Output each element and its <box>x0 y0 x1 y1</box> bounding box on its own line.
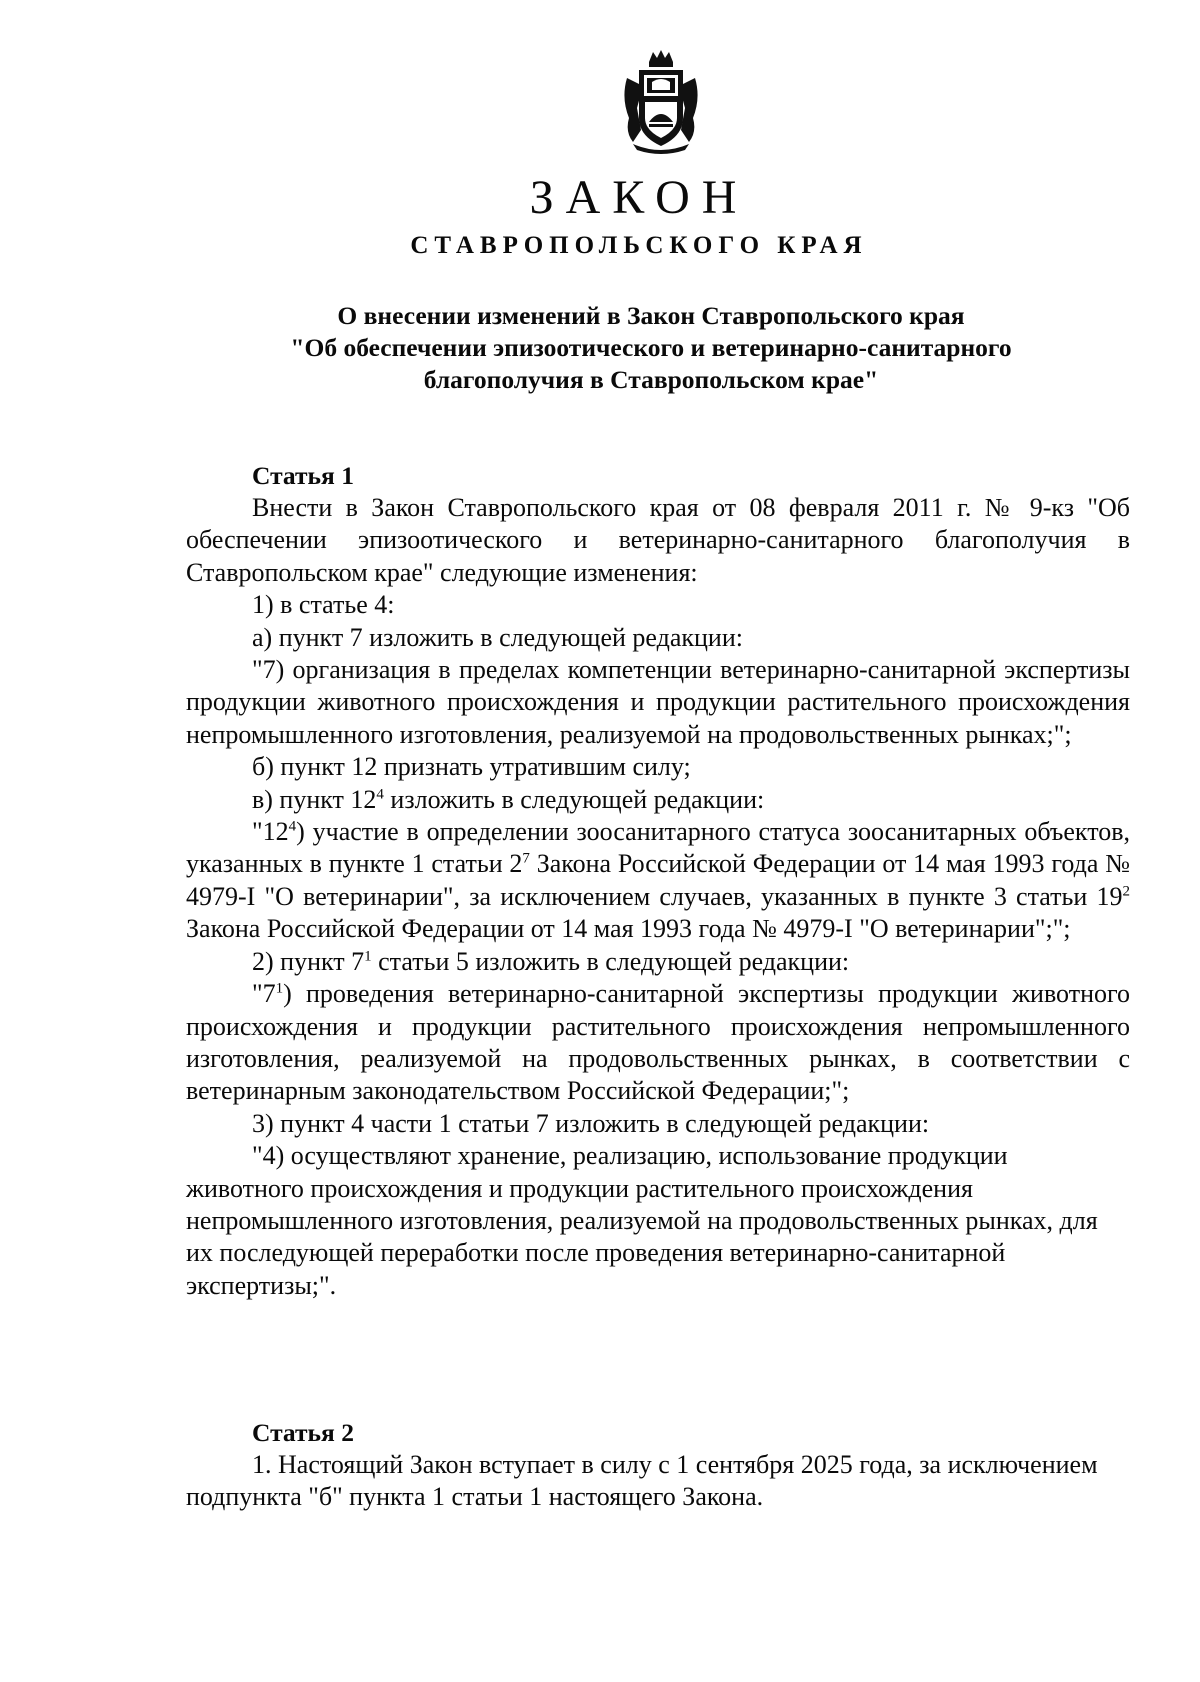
paragraph: а) пункт 7 изложить в следующей редакции: <box>252 622 743 652</box>
paragraph: 3) пункт 4 части 1 статьи 7 изложить в следующей редакции: <box>252 1108 930 1138</box>
paragraph: 1. Настоящий Закон вступает в силу с 1 сентября 2025 года, за исключением подпункта "б" пункта 1 статьи 1 настоящего Закона. <box>186 1450 1098 1512</box>
paragraph: "4) осуществляют хранение, реализацию, использование продукции животного происхождения и продукции растительного происхождения непромышленного изготовления, реализуемой на продовольственных рынках, для их последующей переработки после проведения ветеринарно-санитарной экспертизы;". <box>186 1141 1098 1300</box>
paragraph: в) пункт $12^4$ изложить в следующей редакции: <box>252 784 765 814</box>
paragraph: 2) пункт $7^1$ статьи 5 изложить в следующей редакции: <box>252 946 850 976</box>
law-heading-line: благополучия в Ставропольском крае" <box>423 365 879 394</box>
article-2-title: Статья 2 <box>252 1418 354 1447</box>
paragraph: "$12^4$) участие в определении зоосанитарного статуса зоосанитарных объектов, указанных в пункте 1 статьи $2^7$ Закона Российской Федерации от 14 мая 1993 года № 4979-I "О ветеринарии", за исключением случаев, указанных в пункте 3 статьи $19^2$ Закона Российской Федерации от 14 мая 1993 года № 4979-I "О ветеринарии";"; <box>186 817 1130 944</box>
paragraph: 1) в статье 4: <box>252 590 395 620</box>
coat-of-arms-icon <box>619 48 703 154</box>
law-heading <box>186 300 1116 396</box>
article-2-body <box>186 1449 1130 1514</box>
document-subtitle: СТАВРОПОЛЬСКОГО КРАЯ <box>410 232 868 259</box>
law-heading-line: О внесении изменений в Закон Ставропольского края <box>337 301 965 330</box>
paragraph: Внести в Закон Ставропольского края от 08 февраля 2011 г. № 9-кз "Об обеспечении эпизоотического и ветеринарно-санитарного благополучия в Ставропольском крае" следующие изменения: <box>186 493 1130 587</box>
paragraph: "7) организация в пределах компетенции ветеринарно-санитарной экспертизы продукции животного происхождения и продукции растительного происхождения непромышленного изготовления, реализуемой на продовольственных рынках;"; <box>186 655 1130 749</box>
article-1-body <box>186 492 1130 1302</box>
document-title: ЗАКОН <box>529 171 749 224</box>
law-heading-line: "Об обеспечении эпизоотического и ветеринарно-санитарного <box>290 333 1012 362</box>
article-1-title: Статья 1 <box>252 461 354 490</box>
paragraph: "$7^1$) проведения ветеринарно-санитарной экспертизы продукции животного происхождения и продукции растительного происхождения непромышленного изготовления, реализуемой на продовольственных рынках, в соответствии с ветеринарным законодательством Российской Федерации;"; <box>186 979 1130 1106</box>
paragraph: б) пункт 12 признать утратившим силу; <box>252 752 691 782</box>
